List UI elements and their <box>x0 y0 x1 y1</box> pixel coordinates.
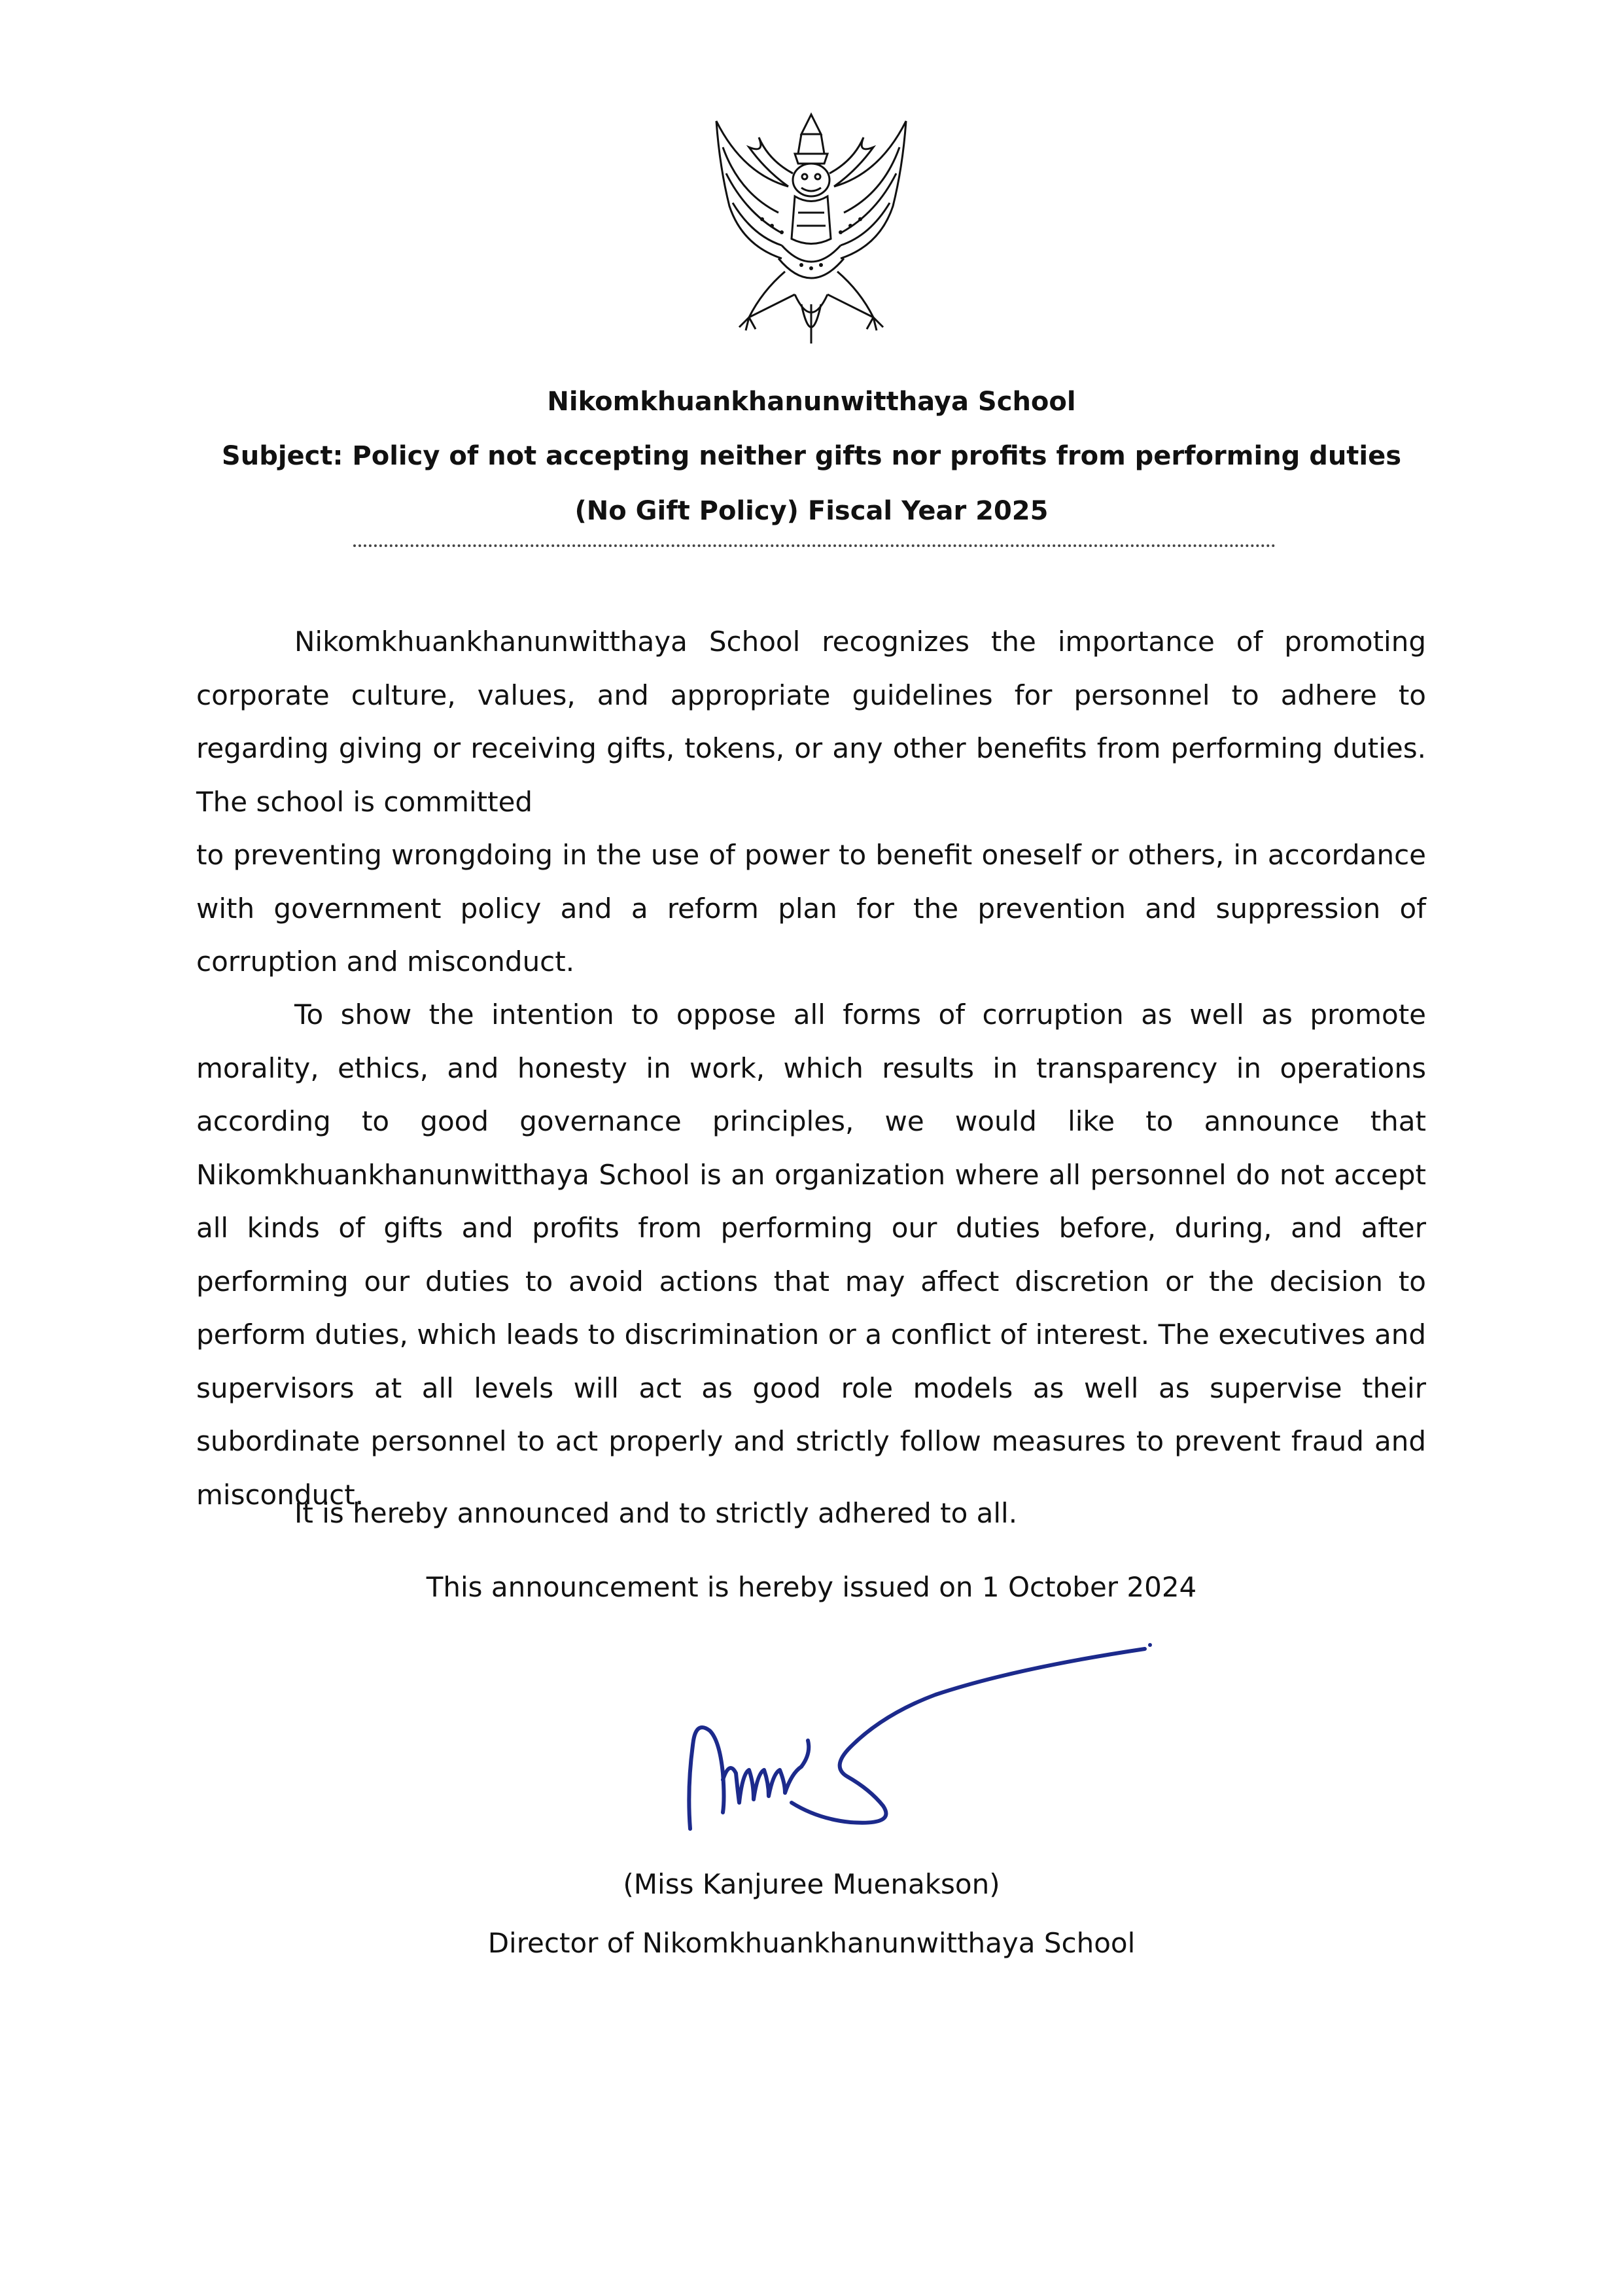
school-name-heading: Nikomkhuankhanunwitthaya School <box>547 387 1076 417</box>
paragraph-announcement: It is hereby announced and to strictly adhered to all. <box>294 1497 1018 1529</box>
paragraph-intention: To show the intention to oppose all forms of corruption as well as promote morality, ethics, and honesty in work, which results in transparency in operations according to good governance principles, we would like to announce that Nikomkhuankhanunwitthaya School is an organization where all personnel do not accept all kinds of gifts and profits from performing our duties before, during, and after performing our duties to avoid actions that may affect discretion or the decision to perform duties, which leads to discrimination or a conflict of interest. The executives and supervisors at all levels will act as good role models as well as supervise their subordinate personnel to act properly and strictly follow measures to prevent fraud and misconduct. <box>196 998 1426 1511</box>
issued-date-line: This announcement is hereby issued on 1 October 2024 <box>426 1571 1197 1603</box>
signatory-name: (Miss Kanjuree Muenakson) <box>623 1868 1000 1900</box>
policy-subtitle: (No Gift Policy) Fiscal Year 2025 <box>574 496 1049 526</box>
garuda-emblem-icon <box>703 108 919 357</box>
dotted-separator <box>353 544 1276 547</box>
signatory-title: Director of Nikomkhuankhanunwitthaya School <box>487 1927 1136 1959</box>
paragraph-intro-continued: to preventing wrongdoing in the use of power to benefit oneself or others, in accordance with government policy and a reform plan for the prevention and suppression of corruption and misconduct. <box>196 839 1426 978</box>
signature-image <box>661 1642 1171 1852</box>
paragraph-intro: Nikomkhuankhanunwitthaya School recognizes the importance of promoting corporate culture, values, and appropriate guidelines for personnel to adhere to regarding giving or receiving gifts, tokens, or any other benefits from performing duties. The school is committed <box>196 626 1426 818</box>
subject-heading: Subject: Policy of not accepting neither gifts nor profits from performing duties <box>221 441 1402 471</box>
